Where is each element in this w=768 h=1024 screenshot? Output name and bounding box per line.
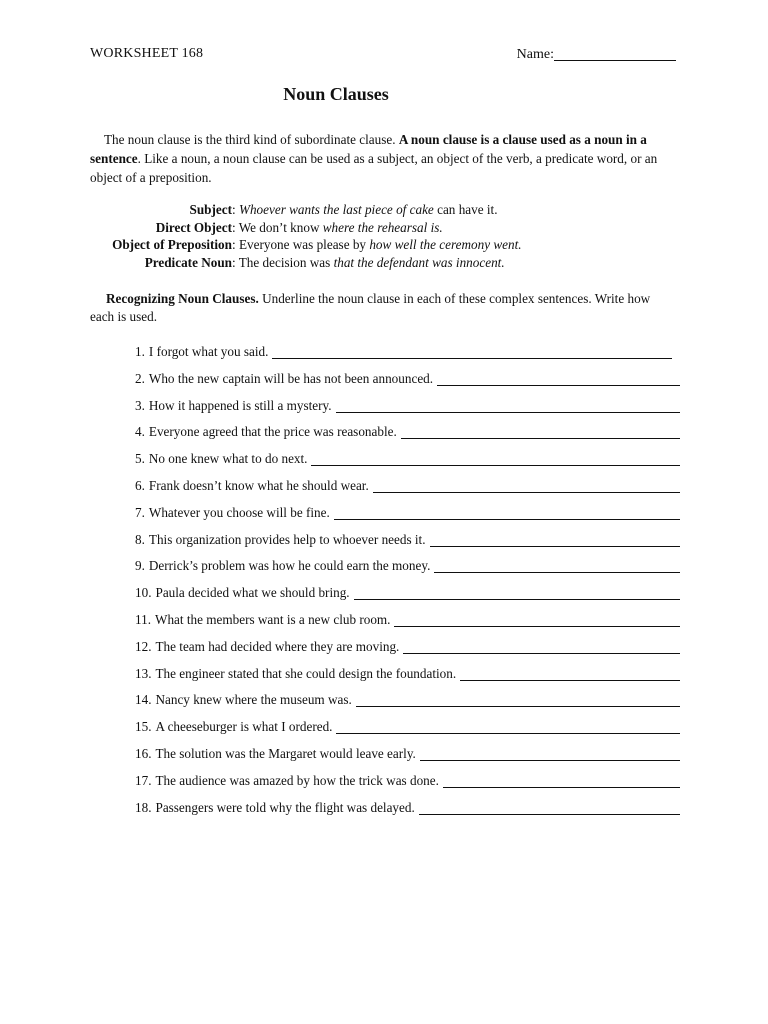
item-number: 4. [135, 424, 145, 440]
example-row [84, 236, 684, 254]
exercise-item [135, 639, 680, 666]
example-label: Predicate Noun [144, 254, 232, 270]
exercise-item [135, 746, 680, 773]
answer-blank-line[interactable] [401, 424, 680, 439]
instructions [90, 290, 676, 325]
answer-blank-line[interactable] [336, 719, 680, 734]
example-label: Subject [189, 202, 232, 217]
answer-blank-line[interactable] [311, 451, 680, 466]
example-clause: that the defendant was innocent. [333, 254, 505, 270]
intro-text-2: . Like a noun, a noun clause can be used as a subject, an object of the verb, a predicate word, or an object of a preposition. [90, 151, 658, 185]
example-clause: where the rehearsal is. [322, 219, 443, 235]
name-label: Name: [516, 47, 554, 62]
example-sentence: : Whoever wants the last piece of cake can have it. [232, 202, 498, 217]
example-sentence: : Everyone was please by how well the ceremony went. [232, 237, 522, 252]
intro-text-1: The noun clause is the third kind of subordinate clause. [104, 132, 399, 147]
item-number: 8. [135, 531, 145, 547]
example-sentence: : The decision was that the defendant was innocent. [232, 254, 505, 270]
example-row [84, 254, 684, 272]
answer-blank-line[interactable] [336, 398, 680, 413]
item-sentence: Passengers were told why the flight was delayed. [155, 799, 415, 815]
item-sentence: The solution was the Margaret would leave early. [155, 745, 416, 761]
exercise-item [135, 692, 680, 719]
intro-definition: A noun clause is a clause used as a noun in a sentence [90, 132, 647, 166]
item-sentence: Derrick’s problem was how he could earn the money. [148, 558, 431, 574]
item-number: 11. [135, 611, 151, 627]
exercise-item [135, 505, 680, 532]
answer-blank-line[interactable] [272, 344, 672, 359]
answer-blank-line[interactable] [419, 800, 680, 815]
exercise-item [135, 451, 680, 478]
item-number: 17. [135, 772, 152, 788]
answer-blank-line[interactable] [434, 558, 680, 573]
item-number: 6. [135, 477, 145, 493]
worksheet-number: WORKSHEET 168 [90, 46, 204, 61]
item-number: 5. [135, 451, 145, 467]
item-number: 2. [135, 370, 145, 386]
example-row [84, 201, 684, 219]
instructions-text: Underline the noun clause in each of these complex sentences. Write how each is used. [90, 291, 651, 324]
item-number: 13. [135, 665, 152, 681]
exercise-item [135, 344, 680, 371]
exercise-item [135, 800, 680, 827]
exercise-item [135, 585, 680, 612]
answer-blank-line[interactable] [437, 371, 680, 386]
exercise-list [135, 344, 680, 826]
example-row [84, 219, 684, 237]
exercise-item [135, 558, 680, 585]
item-number: 12. [135, 638, 152, 654]
item-number: 10. [135, 585, 152, 601]
example-sentence: : We don’t know where the rehearsal is. [232, 219, 443, 235]
item-sentence: No one knew what to do next. [148, 451, 308, 467]
example-clause: Whoever wants the last piece of cake [238, 202, 434, 217]
item-number: 16. [135, 745, 152, 761]
answer-blank-line[interactable] [373, 478, 680, 493]
answer-blank-line[interactable] [443, 773, 680, 788]
item-sentence: Who the new captain will be has not been announced. [148, 370, 434, 386]
item-sentence: The engineer stated that she could design the foundation. [155, 665, 457, 681]
exercise-item [135, 773, 680, 800]
examples-list [84, 201, 684, 271]
answer-blank-line[interactable] [460, 666, 680, 681]
item-sentence: How it happened is still a mystery. [148, 397, 332, 413]
page-title: Noun Clauses [283, 84, 389, 104]
exercise-item [135, 666, 680, 693]
item-sentence: Everyone agreed that the price was reasonable. [148, 424, 397, 440]
name-blank-line[interactable] [554, 46, 676, 61]
exercise-item [135, 612, 680, 639]
exercise-item [135, 398, 680, 425]
item-number: 3. [135, 397, 145, 413]
item-number: 18. [135, 799, 152, 815]
item-sentence: Paula decided what we should bring. [155, 585, 350, 601]
item-number: 1. [135, 344, 145, 359]
item-sentence: This organization provides help to whoever needs it. [148, 531, 426, 547]
item-sentence: The audience was amazed by how the trick was done. [155, 772, 439, 788]
exercise-item [135, 424, 680, 451]
example-label: Direct Object [155, 219, 232, 235]
answer-blank-line[interactable] [403, 639, 680, 654]
item-sentence: Frank doesn’t know what he should wear. [148, 477, 369, 493]
answer-blank-line[interactable] [334, 505, 680, 520]
answer-blank-line[interactable] [430, 532, 680, 547]
header [90, 46, 676, 66]
item-number: 9. [135, 558, 145, 574]
exercise-item [135, 532, 680, 559]
instructions-heading: Recognizing Noun Clauses. [106, 291, 259, 306]
item-sentence: The team had decided where they are moving. [155, 638, 400, 654]
item-sentence: I forgot what you said. [148, 344, 269, 359]
item-sentence: Whatever you choose will be fine. [148, 504, 330, 520]
answer-blank-line[interactable] [354, 585, 680, 600]
item-sentence: A cheeseburger is what I ordered. [155, 719, 333, 735]
intro-paragraph [90, 130, 676, 187]
exercise-item [135, 478, 680, 505]
answer-blank-line[interactable] [420, 746, 680, 761]
example-label: Object of Preposition [112, 237, 232, 252]
example-clause: how well the ceremony went. [369, 237, 522, 252]
item-sentence: What the members want is a new club room. [155, 611, 391, 627]
exercise-item [135, 371, 680, 398]
exercise-item [135, 719, 680, 746]
item-number: 14. [135, 692, 152, 708]
item-sentence: Nancy knew where the museum was. [155, 692, 352, 708]
name-field [517, 46, 676, 63]
answer-blank-line[interactable] [394, 612, 680, 627]
answer-blank-line[interactable] [356, 692, 680, 707]
item-number: 15. [135, 719, 152, 735]
item-number: 7. [135, 504, 145, 520]
